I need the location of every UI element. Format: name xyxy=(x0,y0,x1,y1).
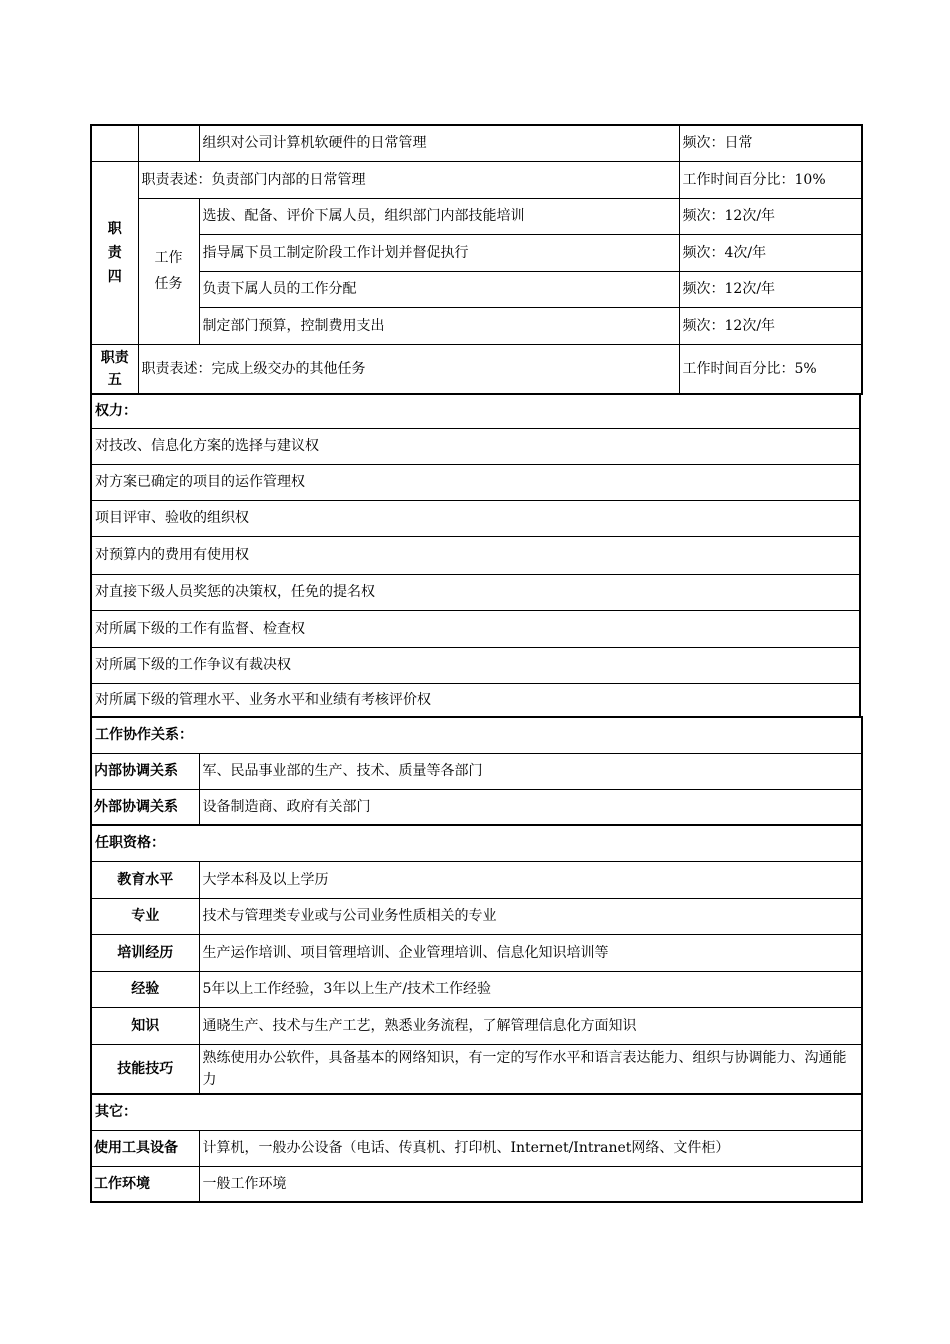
power-item: 对直接下级人员奖惩的决策权，任免的提名权 xyxy=(91,574,860,610)
environment-label: 工作环境 xyxy=(91,1166,199,1202)
duty4-description: 职责表述：负责部门内部的日常管理 xyxy=(138,161,679,198)
duty4-task-row xyxy=(91,234,862,271)
qualification-label: 教育水平 xyxy=(91,861,199,898)
other-table xyxy=(90,1093,863,1203)
power-item: 对所属下级的工作有监督、检查权 xyxy=(91,610,860,647)
tools-label: 使用工具设备 xyxy=(91,1130,199,1166)
internal-relation-label: 内部协调关系 xyxy=(91,753,199,789)
power-item: 对预算内的费用有使用权 xyxy=(91,536,860,574)
power-item: 对技改、信息化方案的选择与建议权 xyxy=(91,428,860,464)
qualification-value: 生产运作培训、项目管理培训、企业管理培训、信息化知识培训等 xyxy=(199,934,862,971)
cooperation-table xyxy=(90,716,863,826)
task-frequency: 频次：12次/年 xyxy=(679,307,862,344)
duty4-task-row xyxy=(91,198,862,234)
external-relation-value: 设备制造商、政府有关部门 xyxy=(199,789,862,825)
qualification-value: 5年以上工作经验，3年以上生产/技术工作经验 xyxy=(199,971,862,1007)
power-item: 项目评审、验收的组织权 xyxy=(91,500,860,536)
duty5-percent: 工作时间百分比：5% xyxy=(679,344,862,394)
duty4-description-row xyxy=(91,161,862,198)
duty5-row xyxy=(91,344,862,394)
internal-relation-value: 军、民品事业部的生产、技术、质量等各部门 xyxy=(199,753,862,789)
duty4-task-row xyxy=(91,271,862,307)
qualification-value: 大学本科及以上学历 xyxy=(199,861,862,898)
task-text: 负责下属人员的工作分配 xyxy=(199,271,679,307)
task-text: 选拔、配备、评价下属人员，组织部门内部技能培训 xyxy=(199,198,679,234)
external-relation-label: 外部协调关系 xyxy=(91,789,199,825)
task-text: 组织对公司计算机软硬件的日常管理 xyxy=(199,125,679,161)
qualification-label: 专业 xyxy=(91,898,199,934)
qualification-value: 熟练使用办公软件，具备基本的网络知识，有一定的写作水平和语言表达能力、组织与协调能力、沟通能力 xyxy=(199,1044,862,1094)
qualification-label: 经验 xyxy=(91,971,199,1007)
qualification-value: 通晓生产、技术与生产工艺，熟悉业务流程，了解管理信息化方面知识 xyxy=(199,1007,862,1044)
environment-value: 一般工作环境 xyxy=(199,1166,862,1202)
duties-table xyxy=(90,124,863,395)
task-frequency: 频次：12次/年 xyxy=(679,198,862,234)
power-item: 对所属下级的工作争议有裁决权 xyxy=(91,647,860,683)
cooperation-title: 工作协作关系： xyxy=(91,717,862,753)
duty5-label: 职责五 xyxy=(91,344,138,394)
qualification-label: 培训经历 xyxy=(91,934,199,971)
task-frequency: 频次：12次/年 xyxy=(679,271,862,307)
qualification-title: 任职资格： xyxy=(91,825,862,861)
qualification-table xyxy=(90,824,863,1095)
qualification-label: 知识 xyxy=(91,1007,199,1044)
duty4-label: 职责四 xyxy=(91,161,138,344)
other-title: 其它： xyxy=(91,1094,862,1130)
task-label: 工作任务 xyxy=(138,198,199,344)
tools-value: 计算机，一般办公设备（电话、传真机、打印机、Internet/Intranet网络、文件柜） xyxy=(199,1130,862,1166)
qualification-label: 技能技巧 xyxy=(91,1044,199,1094)
duty4-task-row xyxy=(91,307,862,344)
duty4-prev-task-row xyxy=(91,125,862,161)
power-title: 权力： xyxy=(91,394,860,428)
qualification-value: 技术与管理类专业或与公司业务性质相关的专业 xyxy=(199,898,862,934)
task-frequency: 频次：4次/年 xyxy=(679,234,862,271)
power-table xyxy=(90,393,861,718)
task-text: 指导属下员工制定阶段工作计划并督促执行 xyxy=(199,234,679,271)
duty4-percent: 工作时间百分比：10% xyxy=(679,161,862,198)
power-item: 对所属下级的管理水平、业务水平和业绩有考核评价权 xyxy=(91,683,860,717)
task-text: 制定部门预算，控制费用支出 xyxy=(199,307,679,344)
power-item: 对方案已确定的项目的运作管理权 xyxy=(91,464,860,500)
duty5-description: 职责表述：完成上级交办的其他任务 xyxy=(138,344,679,394)
job-description-page xyxy=(90,124,861,1203)
task-frequency: 频次：日常 xyxy=(679,125,862,161)
